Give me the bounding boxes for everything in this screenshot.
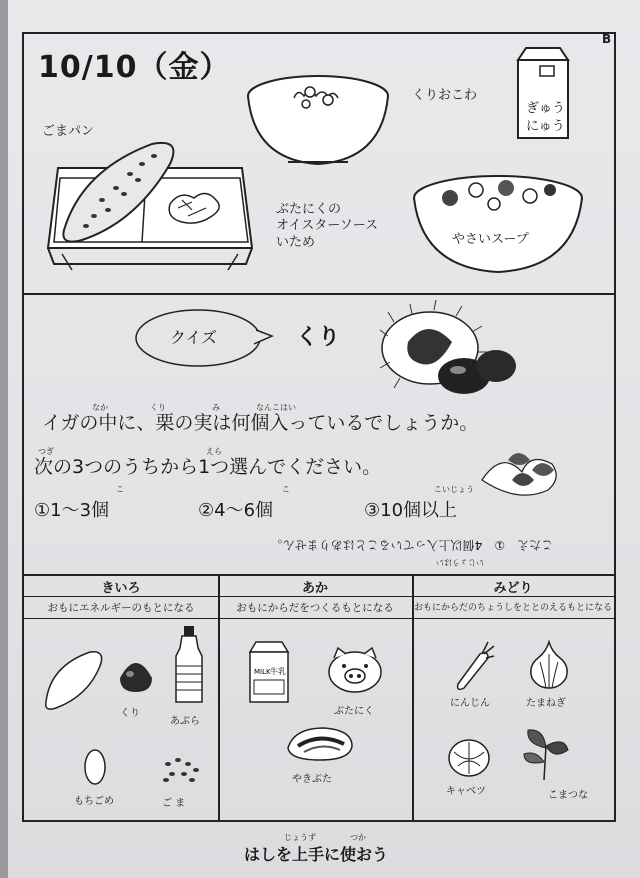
pork-stirfry-label: ぶたにくの オイスターソース いため — [276, 202, 379, 250]
chestnut-burr-icon — [378, 306, 518, 396]
page-mark: B — [602, 32, 612, 46]
ruby-tsuka: つか — [350, 833, 366, 842]
cabbage-icon — [446, 736, 492, 778]
food-label-onion: たまねぎ — [526, 698, 566, 709]
category-green-name: みどり — [493, 581, 533, 596]
food-label-pork: ぶたにく — [334, 706, 374, 717]
ruby-jouzu: じょうず — [284, 833, 316, 842]
category-green-desc: おもにからだのちょうしをととのえるもとになる — [413, 603, 612, 613]
food-label-chestnut: くり — [120, 708, 140, 719]
oil-bottle-icon — [174, 626, 204, 706]
category-red-name: あか — [301, 581, 328, 596]
bread-icon — [40, 646, 106, 712]
komatsuna-icon — [520, 726, 572, 782]
ruby-naka: なか — [92, 403, 108, 412]
category-red-desc: おもにからだをつくるもとになる — [236, 602, 394, 614]
quiz-question-line-2: 次の3つのうちから1つ選んでください。 — [34, 456, 382, 478]
menu-divider — [24, 293, 614, 295]
cat-head-divider — [24, 596, 614, 597]
food-label-cabbage: キャベツ — [446, 786, 486, 797]
quiz-option-1: ①1～3個 — [34, 500, 110, 521]
ruby-ko-3: こいじょう — [434, 485, 474, 494]
ruby-era: えら — [206, 447, 222, 456]
sesame-icon — [160, 756, 202, 784]
ruby-tsugi: つぎ — [38, 447, 54, 456]
chestnut-rice-label: くりおこわ — [412, 88, 478, 103]
ruby-mi: み — [212, 403, 220, 412]
carrot-icon — [446, 640, 496, 690]
food-label-carrot: にんじん — [450, 698, 490, 709]
veg-soup-label: やさいスープ — [452, 232, 529, 247]
ruby-answer: いじょうはい — [436, 558, 484, 567]
ruby-nankohai: なんこはい — [256, 403, 296, 412]
chestnut-characters-icon — [478, 440, 568, 504]
pig-face-icon — [326, 646, 384, 694]
lunch-tray-icon — [42, 130, 262, 278]
footer-slogan: はしを上手に使おう — [244, 845, 389, 864]
milk-carton-text: MILK — [254, 668, 271, 676]
food-label-komatsuna: こまつな — [548, 790, 588, 801]
milk-carton-small-icon — [246, 640, 292, 706]
food-label-oil: あぶら — [170, 716, 200, 727]
menu-date: 10/10（金） — [38, 50, 231, 85]
category-yellow-name: きいろ — [101, 581, 141, 596]
food-label-roast-pork: やきぶた — [292, 774, 332, 785]
top-edge-shape — [280, 0, 340, 6]
ruby-ko-1: こ — [116, 485, 124, 494]
milk-carton-kanji: 牛乳 — [270, 667, 286, 676]
sesame-bread-label: ごまパン — [42, 124, 95, 139]
food-label-sticky-rice: もちごめ — [74, 796, 114, 807]
cat-desc-divider — [24, 618, 614, 619]
quiz-answer-upside-down: こたえ ① 4個以上入っていることはありません。 — [270, 538, 554, 552]
quiz-option-3: ③10個以上 — [364, 500, 458, 521]
food-label-sesame: ご ま — [162, 798, 186, 809]
quiz-option-2: ②4～6個 — [198, 500, 274, 521]
quiz-divider — [24, 574, 614, 576]
milk-label: ぎゅう にゅう — [526, 101, 566, 134]
chestnut-rice-bowl-icon — [244, 70, 392, 170]
quiz-topic: くり — [296, 325, 341, 350]
onion-icon — [526, 640, 572, 690]
ruby-kuri: くり — [150, 403, 166, 412]
vegetable-soup-bowl-icon — [410, 170, 586, 276]
sticky-rice-icon — [82, 748, 108, 786]
category-yellow-desc: おもにエネルギーのもとになる — [47, 602, 195, 614]
chestnut-icon — [116, 654, 156, 694]
roast-pork-icon — [284, 724, 356, 764]
quiz-question-line-1: イガの中に、栗の実は何個入っているでしょうか。 — [42, 412, 479, 434]
ruby-ko-2: こ — [282, 485, 290, 494]
quiz-bubble-label: クイズ — [170, 328, 218, 347]
